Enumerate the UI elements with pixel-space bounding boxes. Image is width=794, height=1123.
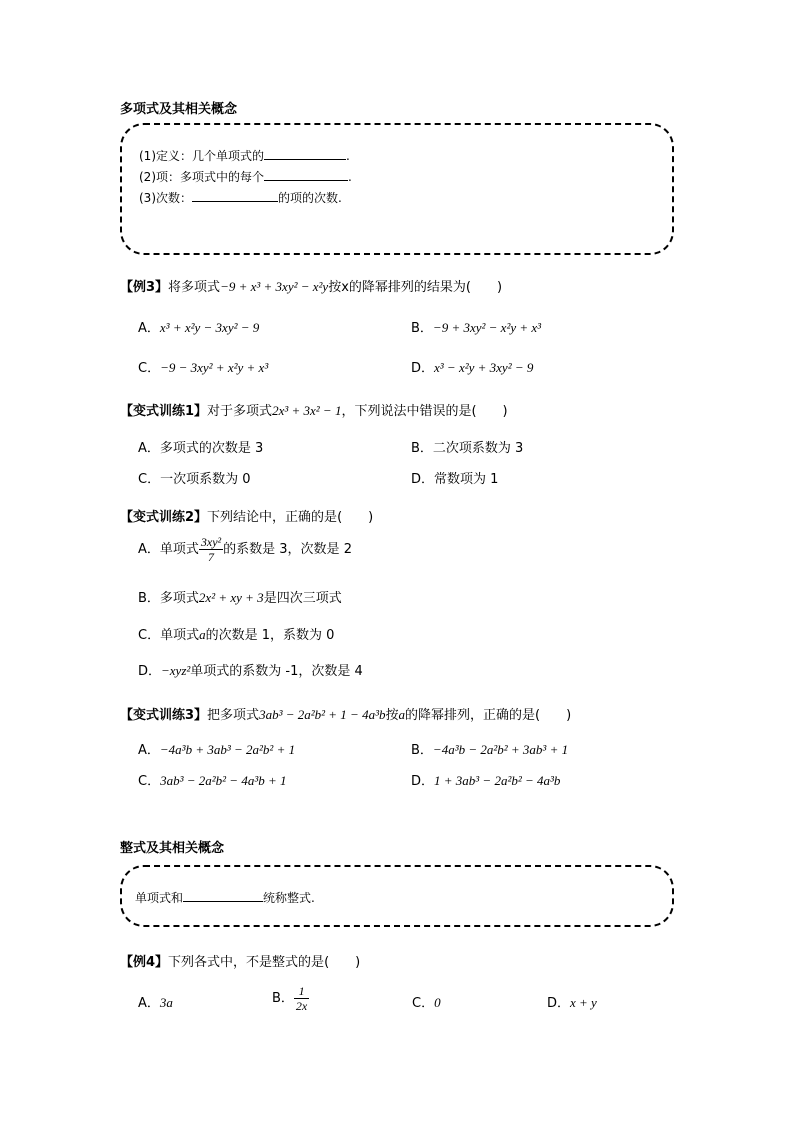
- degree-text: (3)次数：: [139, 191, 192, 205]
- blank-field[interactable]: [192, 189, 278, 202]
- option-expression: 3a: [159, 995, 173, 1010]
- question-text: 按x的降幂排列的结果为: [328, 280, 466, 295]
- question-text: ，下列说法中错误的是: [341, 404, 472, 419]
- definition-end: 统称整式.: [263, 891, 315, 905]
- option-b[interactable]: [138, 587, 342, 606]
- option-label: A．: [138, 743, 160, 758]
- option-text: B．多项式: [138, 591, 199, 606]
- definition-line: [139, 147, 350, 164]
- option-label: D．: [411, 361, 435, 376]
- degree-end: 的项的次数.: [278, 191, 342, 205]
- blank-field[interactable]: [264, 168, 348, 181]
- option-b[interactable]: B．二次项系数为 3: [411, 441, 524, 456]
- option-text: 的系数是 3，次数是 2: [223, 542, 352, 557]
- term-end: .: [348, 170, 352, 184]
- option-expression: x³ + x²y − 3xy² − 9: [159, 320, 260, 335]
- option-text: A．单项式: [138, 542, 199, 557]
- option-c[interactable]: [412, 992, 441, 1011]
- option-label: B．: [411, 321, 433, 336]
- math-expression: 2x² + xy + 3: [198, 590, 264, 605]
- question-label: 【变式训练1】: [120, 404, 208, 419]
- example-3-question: [120, 276, 502, 295]
- math-expression: a: [199, 627, 206, 642]
- math-expression: −9 + x³ + 3xy² − x²y: [220, 279, 329, 294]
- term-text: (2)项：多项式中的每个: [139, 170, 264, 184]
- example-4-question: [120, 951, 360, 970]
- question-label: 【变式训练2】: [120, 510, 208, 525]
- option-expression: −4a³b − 2a²b² + 3ab³ + 1: [432, 742, 569, 757]
- option-d[interactable]: [411, 357, 533, 376]
- option-d[interactable]: [138, 660, 363, 679]
- definition-line: [135, 889, 315, 906]
- option-c[interactable]: C．一次项系数为 0: [138, 472, 251, 487]
- option-text: 单项式的系数为 -1，次数是 4: [190, 664, 363, 679]
- answer-paren[interactable]: ( ): [324, 955, 361, 970]
- option-c[interactable]: [138, 357, 268, 376]
- math-expression: 2x³ + 3x² − 1: [272, 403, 342, 418]
- option-label: C．: [412, 996, 435, 1011]
- option-text: D．: [138, 664, 162, 679]
- math-variable: a: [398, 707, 405, 722]
- option-expression: 0: [434, 995, 441, 1010]
- concept-box-integral-expression: [120, 865, 674, 927]
- term-line: [139, 168, 352, 185]
- degree-line: [139, 189, 342, 206]
- fraction-numerator: 1: [294, 984, 309, 999]
- option-expression: 1 + 3ab³ − 2a²b² − 4a³b: [434, 773, 561, 788]
- definition-end: .: [346, 149, 350, 163]
- question-text: 对于多项式: [207, 404, 273, 419]
- option-c[interactable]: [138, 770, 287, 789]
- option-a[interactable]: [138, 992, 173, 1011]
- question-label: 【变式训练3】: [120, 708, 208, 723]
- option-label: C．: [138, 361, 161, 376]
- option-a[interactable]: [138, 317, 259, 336]
- option-c[interactable]: [138, 624, 334, 643]
- question-text: 下列各式中，不是整式的是: [168, 955, 325, 970]
- fraction-denominator: 2x: [295, 999, 308, 1013]
- option-a[interactable]: [138, 535, 352, 564]
- variant-3-question: [120, 704, 571, 723]
- option-label: D．: [547, 996, 571, 1011]
- math-expression: 3ab³ − 2a²b² + 1 − 4a³b: [259, 707, 386, 722]
- option-expression: −4a³b + 3ab³ − 2a²b² + 1: [159, 742, 296, 757]
- option-a[interactable]: A．多项式的次数是 3: [138, 441, 264, 456]
- option-d[interactable]: [411, 770, 560, 789]
- question-label: 【例3】: [120, 280, 169, 295]
- option-text: C．单项式: [138, 628, 200, 643]
- question-text: 将多项式: [168, 280, 221, 295]
- option-expression: −9 − 3xy² + x²y + x³: [160, 360, 269, 375]
- fraction-numerator: 3xy²: [200, 535, 222, 549]
- option-label: A．: [138, 321, 160, 336]
- option-expression: 3ab³ − 2a²b² − 4a³b + 1: [160, 773, 287, 788]
- blank-field[interactable]: [264, 147, 346, 160]
- option-label: B．: [272, 991, 294, 1006]
- answer-paren[interactable]: ( ): [471, 404, 508, 419]
- option-text: 是四次三项式: [263, 591, 342, 606]
- definition-text: 单项式和: [135, 891, 184, 905]
- question-text: 把多项式: [207, 708, 260, 723]
- option-b[interactable]: [411, 317, 541, 336]
- option-label: C．: [138, 774, 161, 789]
- question-text: 下列结论中，正确的是: [207, 510, 338, 525]
- fraction-denominator: 7: [208, 550, 215, 564]
- section-title-polynomial: 多项式及其相关概念: [120, 102, 238, 117]
- answer-paren[interactable]: ( ): [465, 280, 503, 295]
- option-label: A．: [138, 996, 160, 1011]
- option-label: B．: [411, 743, 433, 758]
- option-d[interactable]: [547, 992, 597, 1011]
- math-expression: −xyz²: [161, 663, 191, 678]
- option-d[interactable]: D．常数项为 1: [411, 472, 499, 487]
- option-text: 的次数是 1，系数为 0: [205, 628, 335, 643]
- question-text: 的降幂排列，正确的是( ): [405, 708, 572, 723]
- variant-1-question: [120, 400, 508, 419]
- question-label: 【例4】: [120, 955, 169, 970]
- option-label: D．: [411, 774, 435, 789]
- option-b[interactable]: [272, 984, 309, 1013]
- question-text: 按: [385, 708, 399, 723]
- option-a[interactable]: [138, 739, 295, 758]
- section-title-integral-expression: 整式及其相关概念: [120, 841, 225, 856]
- fraction: [294, 984, 309, 1013]
- answer-paren[interactable]: ( ): [337, 510, 374, 525]
- option-expression: −9 + 3xy² − x²y + x³: [432, 320, 542, 335]
- blank-field[interactable]: [183, 889, 263, 902]
- concept-box-polynomial: [120, 123, 674, 255]
- option-expression: x + y: [570, 995, 597, 1010]
- fraction: [199, 535, 223, 564]
- option-b[interactable]: [411, 739, 568, 758]
- option-expression: x³ − x²y + 3xy² − 9: [434, 360, 534, 375]
- definition-text: (1)定义：几个单项式的: [139, 149, 264, 163]
- variant-2-question: [120, 506, 373, 525]
